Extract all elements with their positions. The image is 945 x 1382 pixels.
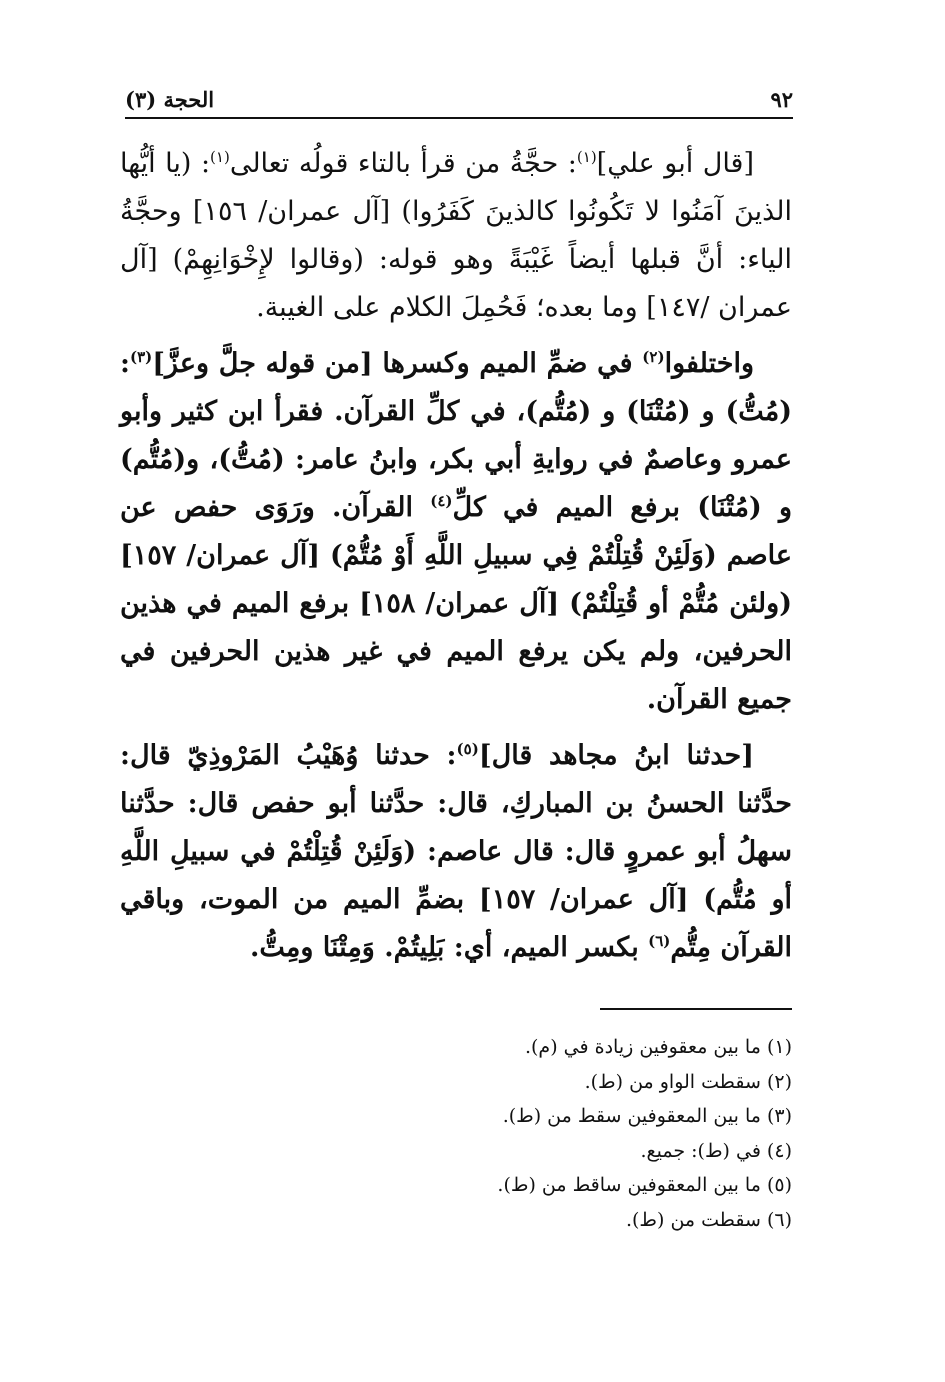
footnote-ref: (٢) bbox=[642, 348, 665, 366]
text-run: [قال أبو علي] bbox=[596, 148, 754, 179]
paragraph-3 bbox=[120, 732, 792, 972]
footnote-5: (٥) ما بين المعقوفين ساقط من (ط). bbox=[497, 1174, 792, 1196]
paragraph-2 bbox=[120, 340, 792, 724]
text-run: : (مُتُّ) و (مُتْنَا) و (مُتُّم)، في كلِّ القرآن. فقرأ ابن كثير وأبو عمرو وعاصمٌ في روايةِ أبي بكر، وابنُ عامر: (مُتُّ)، و(مُتُّم) و (مُتْنَا) برفع الميم في كلِّ bbox=[120, 348, 792, 523]
text-run: واختلفوا bbox=[664, 348, 754, 379]
text-run: في ضمِّ الميم وكسرها [من قوله جلَّ وعزَّ] bbox=[152, 348, 643, 379]
header-rule bbox=[125, 117, 793, 119]
footnote-ref: (١) bbox=[210, 148, 230, 166]
footnote-1: (١) ما بين معقوفين زيادة في (م). bbox=[524, 1036, 792, 1058]
footnote-3: (٣) ما بين المعقوفين سقط من (ط). bbox=[502, 1105, 792, 1127]
footnote-2: (٢) سقطت الواو من (ط). bbox=[584, 1070, 792, 1093]
page-header bbox=[125, 82, 793, 116]
footnote-separator bbox=[600, 1008, 792, 1010]
main-text bbox=[120, 140, 792, 972]
footnote-ref: (٣) bbox=[129, 348, 153, 366]
text-run: بكسر الميم، أي: بَلِيتُمْ. وَمِتْنَا ومِتُّ. bbox=[249, 932, 649, 963]
text-run: : حجَّةُ من قرأ بالتاء قولُه تعالى bbox=[229, 148, 577, 179]
footnote-ref: (٦) bbox=[648, 932, 671, 950]
footnote-4: (٤) في (ط): جميع. bbox=[640, 1139, 792, 1162]
footnote-6: (٦) سقطت من (ط). bbox=[625, 1208, 792, 1231]
text-run: : (يا أيُّها الذينَ آمَنُوا لا تَكُونُوا كالذينَ كَفَرُوا) [آل عمران/ ١٥٦] وحجَّةُ الياء: أنَّ قبلها أيضاً غَيْبَةً وهو قوله: (وقالوا لإِخْوَانِهِمْ) [آل عمران /١٤٧] وما بعده؛ فَحُمِلَ الكلام على الغيبة. bbox=[120, 148, 793, 323]
paragraph-1 bbox=[120, 140, 792, 332]
page-number: ٩٢ bbox=[770, 86, 793, 112]
footnote-ref: (٥) bbox=[456, 740, 479, 758]
footnote-ref: (٤) bbox=[430, 492, 453, 510]
footnotes bbox=[300, 1030, 792, 1237]
text-run: : حدثنا وُهَيْبُ المَرْوذِيّ قال: حدَّثنا الحسنُ بن المباركِ، قال: حدَّثنا أبو حفص قال: حدَّثنا سهلُ أبو عمروٍ قال: قال عاصم: (وَلَئِنْ قُتِلْتُمْ في سبيلِ اللَّهِ أو مُتُّم) [آل عمران/ ١٥٧] بضمِّ الميم من الموت، وباقي القرآن مِتُّم bbox=[120, 740, 792, 963]
text-run: [حدثنا ابنُ مجاهد قال] bbox=[478, 740, 754, 771]
footnote-ref: (١) bbox=[576, 148, 597, 166]
text-run: القرآن. ورَوَى حفص عن عاصم (وَلَئِنْ قُتِلْتُمْ فِي سبيلِ اللَّهِ أَوْ مُتُّمْ) [آل عمران/ ١٥٧] (ولئن مُتُّمْ أو قُتِلْتُمْ) [آل عمران/ ١٥٨] برفع الميم في هذين الحرفين، ولم يكن يرفع الميم في غير هذين الحرفين في جميع القرآن. bbox=[120, 492, 792, 715]
running-title: الحجة (٣) bbox=[125, 86, 215, 112]
